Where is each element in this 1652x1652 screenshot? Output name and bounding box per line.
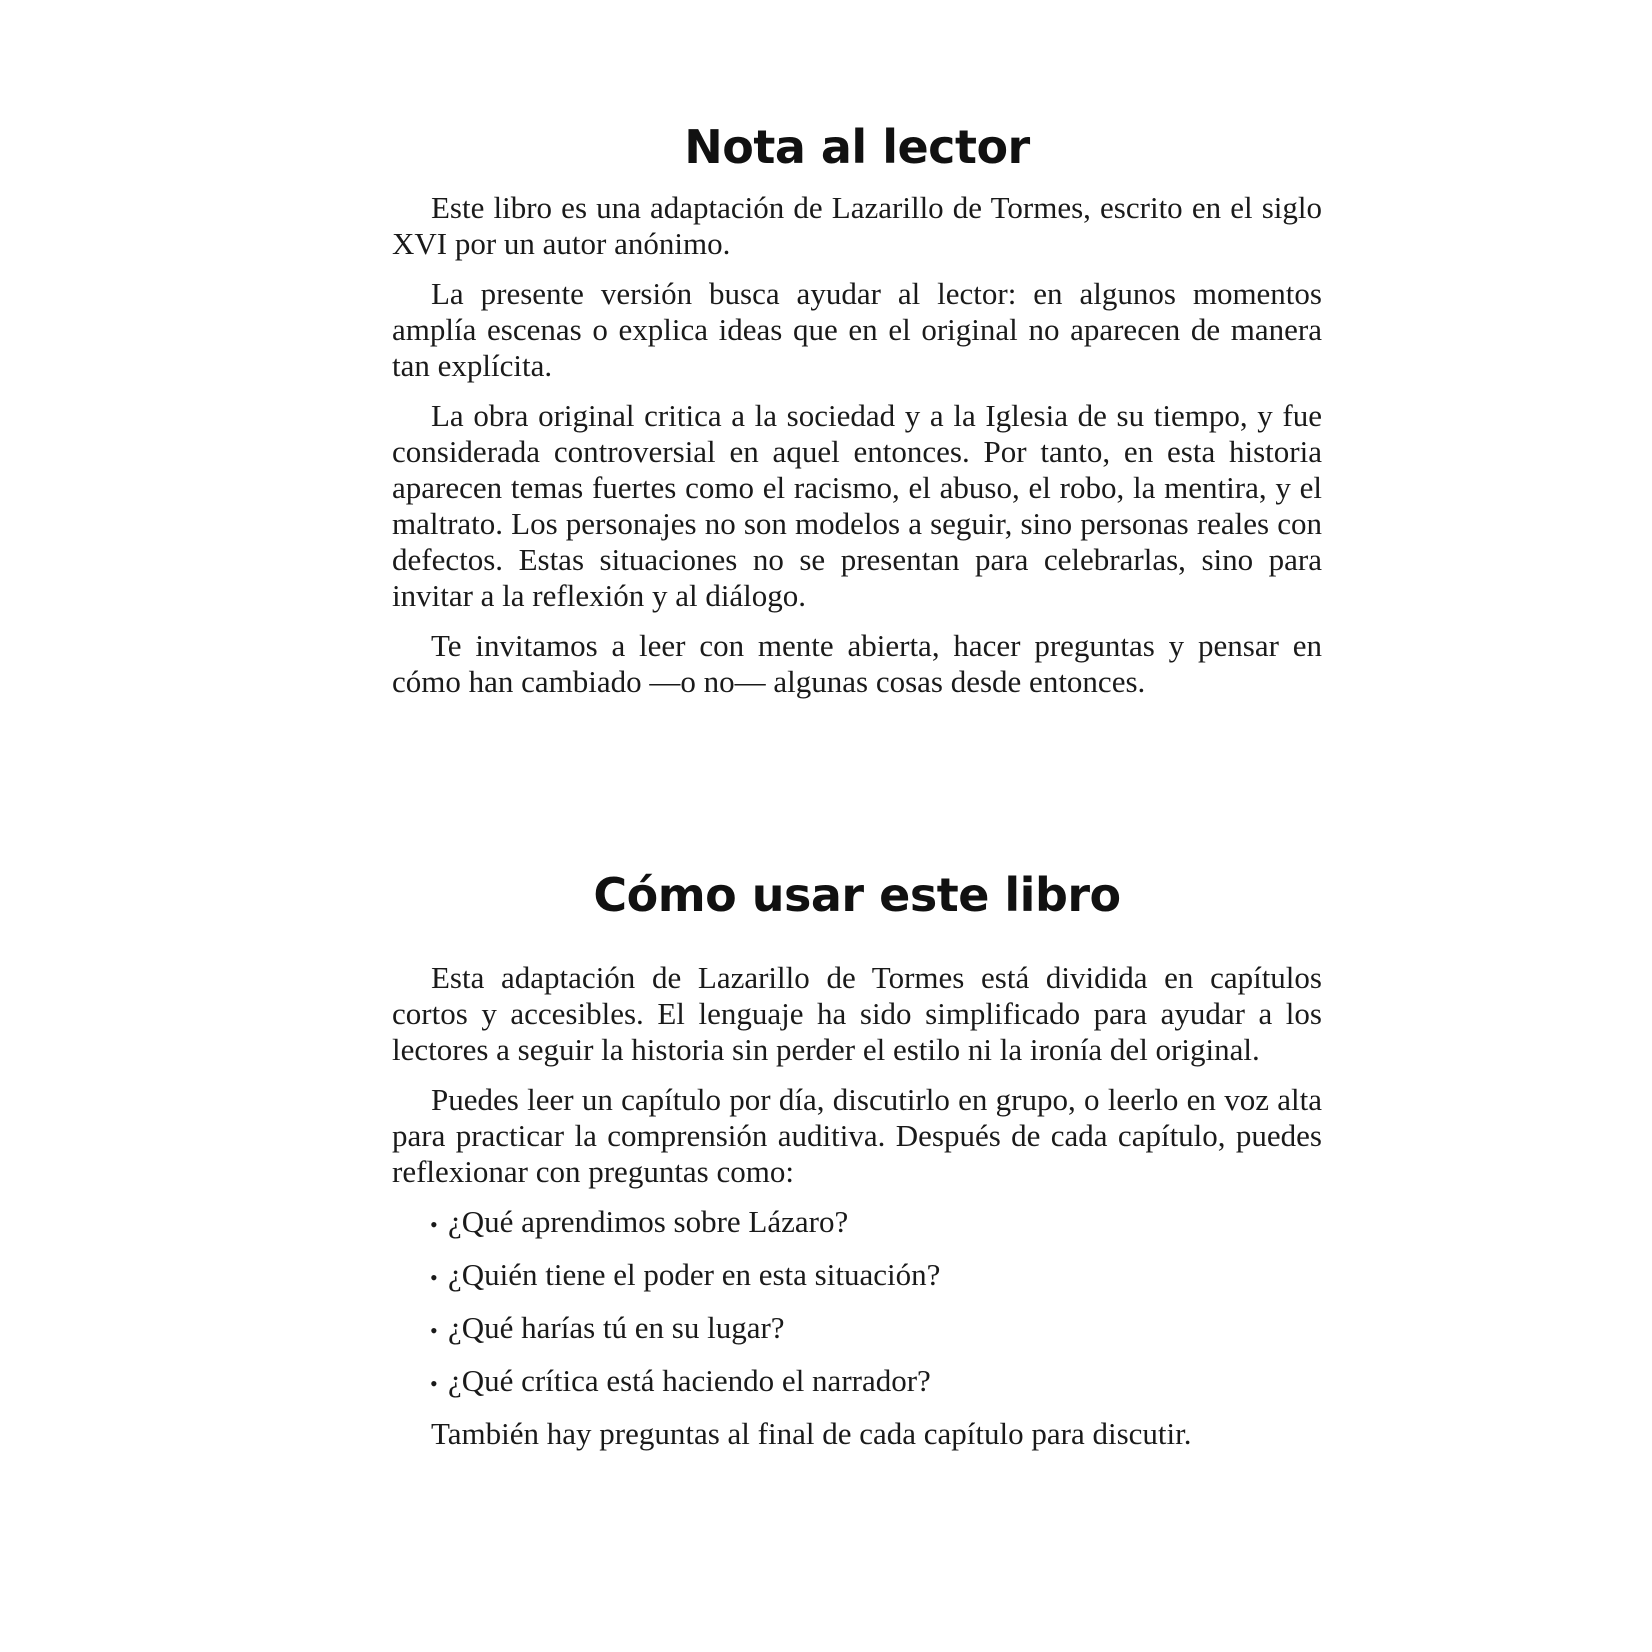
nota-paragraph-1: Este libro es una adaptación de Lazarillo de Tormes, escrito en el siglo XVI por un autor anónimo. xyxy=(392,190,1322,261)
como-usar-paragraph-1: Esta adaptación de Lazarillo de Tormes está dividida en capítulos cortos y accesibles. El lenguaje ha sido simplificado para ayudar a los lectores a seguir la historia sin perder el estilo ni la ironía del original. xyxy=(392,960,1322,1067)
question-text: ¿Qué aprendimos sobre Lázaro? xyxy=(448,1204,849,1239)
question-item xyxy=(430,1363,1322,1402)
bullet-icon: • xyxy=(430,1371,438,1396)
question-text: ¿Quién tiene el poder en esta situación? xyxy=(448,1257,941,1292)
question-list xyxy=(392,1204,1322,1402)
question-item xyxy=(430,1310,1322,1349)
question-text: ¿Qué crítica está haciendo el narrador? xyxy=(448,1363,931,1398)
question-text: ¿Qué harías tú en su lugar? xyxy=(448,1310,785,1345)
como-usar-title: Cómo usar este libro xyxy=(593,868,1121,922)
nota-paragraph-3: La obra original critica a la sociedad y a la Iglesia de su tiempo, y fue considerada controversial en aquel entonces. Por tanto, en esta historia aparecen temas fuertes como el racismo, el abuso, el robo, la mentira, y el maltrato. Los personajes no son modelos a seguir, sino personas reales con defectos. Estas situaciones no se presentan para celebrarlas, sino para invitar a la reflexión y al diálogo. xyxy=(392,398,1322,613)
nota-paragraph-2: La presente versión busca ayudar al lector: en algunos momentos amplía escenas o explica ideas que en el original no aparecen de manera tan explícita. xyxy=(392,276,1322,383)
question-item xyxy=(430,1257,1322,1296)
nota-title: Nota al lector xyxy=(684,120,1030,174)
question-item xyxy=(430,1204,1322,1243)
bullet-icon: • xyxy=(430,1318,438,1343)
closing-paragraph: También hay preguntas al final de cada capítulo para discutir. xyxy=(431,1416,1192,1451)
nota-al-lector-section xyxy=(392,118,1322,714)
nota-paragraph-4: Te invitamos a leer con mente abierta, hacer preguntas y pensar en cómo han cambiado —o no— algunas cosas desde entonces. xyxy=(392,628,1322,699)
bullet-icon: • xyxy=(430,1265,438,1290)
como-usar-section xyxy=(392,866,1322,1466)
como-usar-paragraph-2: Puedes leer un capítulo por día, discutirlo en grupo, o leerlo en voz alta para practicar la comprensión auditiva. Después de cada capítulo, puedes reflexionar con preguntas como: xyxy=(392,1082,1322,1189)
bullet-icon: • xyxy=(430,1212,438,1237)
